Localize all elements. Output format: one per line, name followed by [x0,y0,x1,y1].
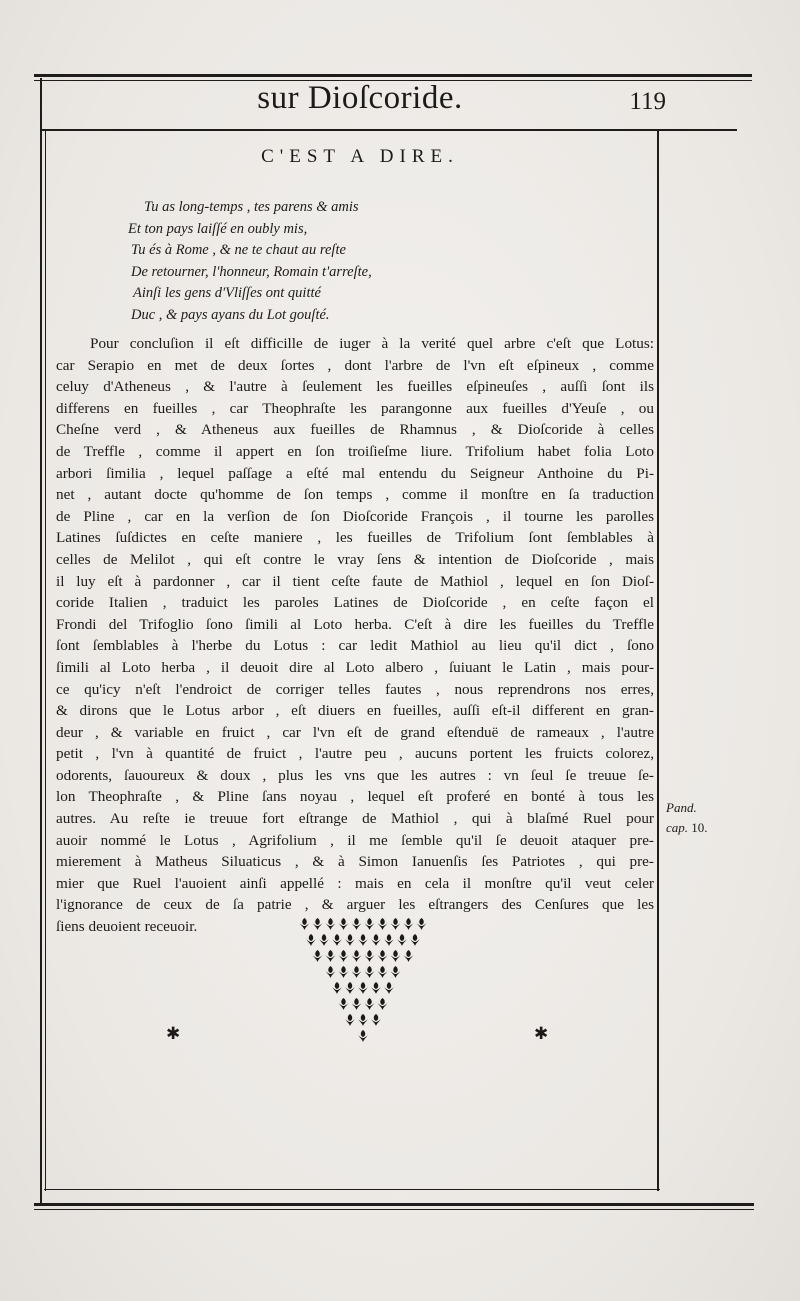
fleuron-sprig-icon [326,918,336,930]
fleuron-sprig-icon [358,934,368,946]
body-line: petit , l'vn à quantité de fruict , l'autre peu , aucuns portent les fruicts colorez, [56,745,654,763]
fleuron-sprig-icon [313,950,323,962]
fleuron-sprig-icon [339,950,349,962]
body-line: Frondi del Trifoglio ſono ſimili al Loto herba. C'eſt à dire les fueilles du Treffle [56,615,654,633]
body-line: Latines ſuſdictes en ceſte maniere , les fueilles de Trifolium ſont ſemblables à [56,529,654,547]
fleuron-sprig-icon [371,982,381,994]
fleuron-sprig-icon [371,1014,381,1026]
fleuron-sprig-icon [391,918,401,930]
fleuron-sprig-icon [378,950,388,962]
fleuron-sprig-icon [404,950,414,962]
verse-line: Ainſi les gens d'Vliſſes ont quitté [133,285,321,301]
body-line: mier que Ruel l'auoient ainſi appellé : mais en cela il monſtre qu'il veut celer [56,874,654,892]
body-line: net , autant docte qu'homme de ſon temps , comme il monſtre en ſa traduction [56,486,654,504]
frame-rule-left-inner [45,131,46,1191]
body-line: arbori ſimilia , lequel paſſage a eſté mal entendu du Seigneur Anthoine du Pi- [56,464,654,482]
body-line: celles de Melilot , qui eſt contre le vray ſens & intention de Dioſcoride , mais [56,550,654,568]
fleuron-sprig-icon [339,918,349,930]
fleuron-sprig-icon [345,934,355,946]
verse-block [128,197,508,326]
star-ornament-icon: ✱ [166,1024,181,1043]
fleuron-sprig-icon [358,1014,368,1026]
body-line: coride Italien , traduict les paroles Latines de Dioſcoride , en ceſte façon el [56,594,654,612]
body-line: celuy d'Atheneus , & l'autre à ſeulement les fueilles eſpineuſes , auſſi ſont ils [56,378,654,396]
star-ornament-icon: ✱ [534,1024,549,1043]
body-line: ce qu'icy n'eſt l'endroict de corriger telles fautes , nous reprendrons nos erres, [56,680,654,698]
fleuron-sprig-icon [404,918,414,930]
frame-rule-top [34,74,752,77]
fleuron-sprig-icon [326,950,336,962]
body-line: differens en fueilles , car Theophraſte les parangonne aux fueilles d'Yeuſe , ou [56,399,654,417]
fleuron-sprig-icon [365,950,375,962]
fleuron-sprig-icon [365,918,375,930]
fleuron-sprig-icon [378,918,388,930]
body-line: ſiens deuoient receuoir. [56,918,198,936]
fleuron-sprig-icon [339,998,349,1010]
margin-note [666,798,736,838]
fleuron-sprig-icon [345,1014,355,1026]
body-line: auoir nommé le Lotus , Agrifolium , il me ſemble qu'il ſe deuoit ataquer pre- [56,831,654,849]
fleuron-sprig-icon [417,918,427,930]
verse-line: Tu as long-temps , tes parens & amis [144,199,359,215]
running-header-title: sur Dioſcoride. [257,80,463,116]
margin-note-number: 10. [691,820,708,835]
verse-line: De retourner, l'honneur, Romain t'arreſte, [131,263,372,280]
fleuron-sprig-icon [306,934,316,946]
fleuron-sprig-icon [352,918,362,930]
body-line: lon Theophraſte , & Pline ſans noyau , lequel eſt proferé en bonté à tous les [56,788,654,806]
fleuron-sprig-icon [352,998,362,1010]
fleuron-sprig-icon [378,966,388,978]
body-line: de Pline , car en la verſion de ſon Dioſcoride François , il tourne les parolles [56,507,654,525]
fleuron-sprig-icon [384,982,394,994]
fleuron-sprig-icon [371,934,381,946]
body-line: il luy eſt à pardonner , car il tient ceſte faute de Mathiol , lequel en ſon Dioſ- [56,572,654,590]
body-line: l'ignorance de ceux de ſa patrie , & arguer les eſtrangers des Cenſures que les [56,896,654,914]
body-line: ſont ſemblables à l'herbe du Lotus : car ledit Mathiol au lieu qu'il dict , ſono [56,637,654,655]
fleuron-sprig-icon [378,998,388,1010]
page-number: 119 [629,88,666,115]
fleuron-sprig-icon [319,934,329,946]
body-line: Pour concluſion il eſt difficille de iuger à la verité quel arbre c'eſt que Lotus: [90,335,654,352]
fleuron-sprig-icon [410,934,420,946]
frame-rule-bottom [34,1203,754,1206]
body-line: autres. Au reſte ie treuue fort eſtrange de Mathiol , qui à blaſmé Ruel pour [56,810,654,828]
fleuron-sprig-icon [397,934,407,946]
verse-line: Duc , & pays ayans du Lot gouſté. [131,306,330,323]
body-line: & dirons que le Lotus arbor , eſt diuers en fueilles, auſſi eſt-il different en gran- [56,702,654,720]
frame-rule-under-header [42,129,737,131]
fleuron-ornament-icon [288,914,438,1064]
fleuron-sprig-icon [332,934,342,946]
fleuron-sprig-icon [358,982,368,994]
fleuron-sprig-icon [391,950,401,962]
verse-line: Tu és à Rome , & ne te chaut au reſte [131,242,346,258]
body-line: car Serapio en met de deux ſortes , dont l'arbre de l'vn eſt eſpineux , comme [56,356,654,374]
frame-rule-right [657,131,659,1191]
fleuron-sprig-icon [300,918,310,930]
frame-rule-left [40,78,42,1203]
fleuron-sprig-icon [391,966,401,978]
body-paragraph [56,333,654,938]
fleuron-sprig-icon [313,918,323,930]
fleuron-sprig-icon [326,966,336,978]
fleuron-sprig-icon [365,966,375,978]
fleuron-sprig-icon [339,966,349,978]
fleuron-sprig-icon [352,966,362,978]
frame-rule-bottom-thin [34,1209,754,1210]
body-line: ſimili al Loto herba , il deuoit dire al Loto albero , ſuiuant le Latin , mais pour- [56,658,654,676]
body-line: odorents, ſauoureux & doux , plus les vns que les autres : vn ſeul ſe treuue ſe- [56,766,654,784]
body-line: de Treffle , comme il appert en ſon troiſieſme liure. Trifolium habet folia Loto [56,442,654,460]
body-line: Cheſne verd , & Atheneus aux fueilles de Rhamnus , & Dioſcoride à celles [56,421,654,439]
fleuron-sprig-icon [384,934,394,946]
verse-line: Et ton pays laiſſé en oubly mis, [128,220,308,237]
margin-note-line: Pand. [666,800,697,815]
margin-note-line [666,818,736,838]
section-heading: C'EST A DIRE. [261,146,459,167]
fleuron-sprig-icon [332,982,342,994]
body-line: mierement à Matheus Siluaticus , & à Simon Ianuenſis ſes Patriotes , qui pre- [56,853,654,871]
fleuron-sprig-icon [352,950,362,962]
fleuron-sprig-icon [345,982,355,994]
frame-rule-bottom-inner [44,1189,660,1190]
fleuron-sprig-icon [358,1030,368,1042]
body-line: deur , & variable en fruict , car l'vn eſt de grand eſtenduë de rameaux , l'autre [56,723,654,741]
fleuron-sprig-icon [365,998,375,1010]
margin-note-cap: cap. [666,820,689,835]
